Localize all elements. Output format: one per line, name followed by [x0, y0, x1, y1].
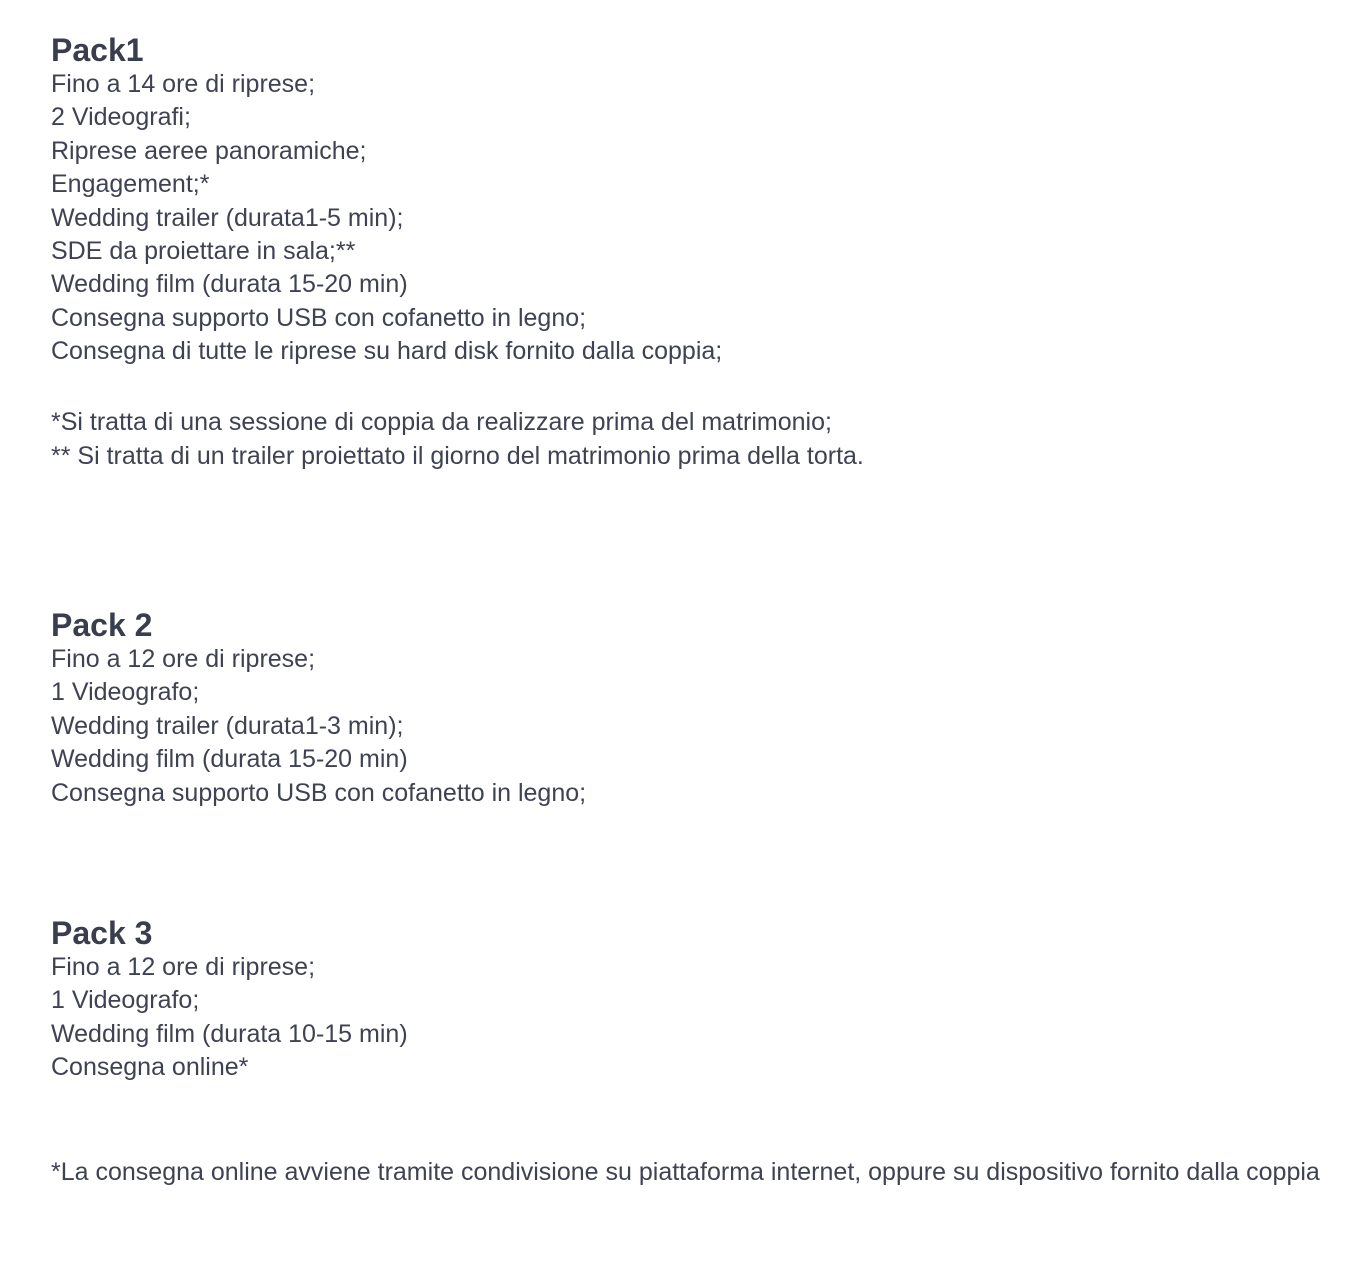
pack-item: Wedding film (durata 15-20 min): [51, 745, 408, 774]
pack-item: Consegna online*: [51, 1053, 249, 1082]
pack-item: Consegna supporto USB con cofanetto in legno;: [51, 778, 587, 807]
pack-1-section: [51, 32, 1351, 369]
pack-2-section: [51, 607, 1351, 810]
pack-item: Fino a 14 ore di riprese;: [51, 70, 316, 98]
pack-item: Wedding trailer (durata1-5 min);: [51, 203, 404, 232]
pack-item: 1 Videografo;: [51, 986, 200, 1015]
footnote: ** Si tratta di un trailer proiettato il giorno del matrimonio prima della torta.: [51, 442, 864, 470]
pack-2-title: Pack 2: [51, 607, 153, 643]
pack-item: Consegna di tutte le riprese su hard disk fornito dalla coppia;: [51, 337, 723, 366]
pack-item: Engagement;*: [51, 170, 210, 199]
pack-2-items: [51, 643, 1351, 810]
pack-item: Consegna supporto USB con cofanetto in legno;: [51, 303, 587, 332]
pack-item: Wedding trailer (durata1-3 min);: [51, 711, 404, 740]
pack-item: Fino a 12 ore di riprese;: [51, 645, 316, 673]
pack-item: Fino a 12 ore di riprese;: [51, 953, 316, 981]
pack-item: Wedding film (durata 10-15 min): [51, 1019, 408, 1048]
pack-item: SDE da proiettare in sala;**: [51, 237, 356, 266]
pack-3-section: [51, 915, 1351, 1085]
pack-3-notes: [51, 1155, 1341, 1189]
pack-3-title: Pack 3: [51, 915, 153, 951]
footnote: *Si tratta di una sessione di coppia da realizzare prima del matrimonio;: [51, 408, 832, 436]
pack-item: Wedding film (durata 15-20 min): [51, 270, 408, 299]
pack-1-items: [51, 68, 1351, 369]
pack-item: 2 Videografi;: [51, 103, 191, 132]
footnote: *La consegna online avviene tramite condivisione su piattaforma internet, oppure su dispositivo fornito dalla coppia: [51, 1158, 1320, 1186]
pack-1-title: Pack1: [51, 32, 144, 68]
pack-1-notes: [51, 405, 1351, 473]
pack-item: 1 Videografo;: [51, 678, 200, 707]
pack-3-items: [51, 951, 1351, 1085]
pack-item: Riprese aeree panoramiche;: [51, 136, 367, 165]
